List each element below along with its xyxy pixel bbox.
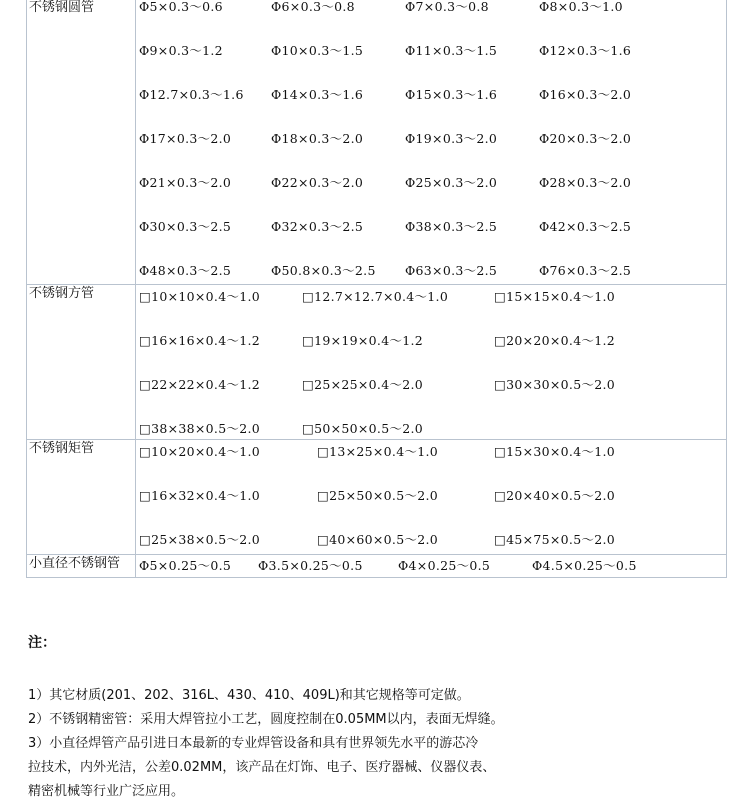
spec-item: Φ15×0.3～1.6 — [405, 87, 498, 102]
spec-item: □20×40×0.5～2.0 — [494, 488, 616, 503]
spec-item: □10×20×0.4～1.0 — [139, 444, 261, 459]
spec-item: Φ25×0.3～2.0 — [405, 175, 498, 190]
spec-item: □25×25×0.4～2.0 — [302, 377, 424, 392]
spec-cell — [136, 0, 727, 285]
spec-item: Φ42×0.3～2.5 — [539, 219, 632, 234]
spec-item: Φ8×0.3～1.0 — [539, 0, 623, 14]
spec-grid — [136, 440, 726, 554]
spec-item: □30×30×0.5～2.0 — [494, 377, 616, 392]
spec-item: □15×15×0.4～1.0 — [494, 289, 616, 304]
spec-item: □38×38×0.5～2.0 — [139, 421, 261, 436]
spec-item: □16×32×0.4～1.0 — [139, 488, 261, 503]
spec-item: Φ63×0.3～2.5 — [405, 263, 498, 278]
note-line: 1）其它材质(201、202、316L、430、410、409L)和其它规格等可定做。 — [28, 688, 470, 703]
spec-item: Φ9×0.3～1.2 — [139, 43, 223, 58]
spec-item: Φ3.5×0.25～0.5 — [258, 558, 363, 573]
spec-item: Φ7×0.3～0.8 — [405, 0, 489, 14]
spec-item: Φ32×0.3～2.5 — [271, 219, 364, 234]
spec-item: Φ5×0.25～0.5 — [139, 558, 232, 573]
spec-item: Φ19×0.3～2.0 — [405, 131, 498, 146]
table-row — [27, 440, 727, 555]
spec-item: Φ50.8×0.3～2.5 — [271, 263, 376, 278]
spec-item: Φ48×0.3～2.5 — [139, 263, 232, 278]
spec-item: Φ22×0.3～2.0 — [271, 175, 364, 190]
notes-section — [28, 632, 728, 804]
spec-item: □12.7×12.7×0.4～1.0 — [302, 289, 449, 304]
note-line: 3）小直径焊管产品引进日本最新的专业焊管设备和具有世界领先水平的游芯冷 — [28, 736, 479, 751]
category-cell: 不锈钢矩管 — [27, 440, 136, 555]
spec-item: □13×25×0.4～1.0 — [317, 444, 439, 459]
spec-item: Φ12×0.3～1.6 — [539, 43, 632, 58]
table-row — [27, 0, 727, 285]
spec-item: Φ6×0.3～0.8 — [271, 0, 355, 14]
spec-item: Φ11×0.3～1.5 — [405, 43, 498, 58]
spec-grid — [136, 285, 726, 439]
spec-item: Φ28×0.3～2.0 — [539, 175, 632, 190]
spec-cell — [136, 555, 727, 578]
spec-item: □50×50×0.5～2.0 — [302, 421, 424, 436]
spec-item: Φ4×0.25～0.5 — [398, 558, 491, 573]
spec-item: □40×60×0.5～2.0 — [317, 532, 439, 547]
spec-item: Φ16×0.3～2.0 — [539, 87, 632, 102]
spec-item: □19×19×0.4～1.2 — [302, 333, 424, 348]
spec-table — [26, 0, 727, 578]
spec-item: □25×38×0.5～2.0 — [139, 532, 261, 547]
category-cell: 小直径不锈钢管 — [27, 555, 136, 578]
notes-title: 注： — [28, 635, 56, 651]
spec-item: Φ20×0.3～2.0 — [539, 131, 632, 146]
spec-item: Φ5×0.3～0.6 — [139, 0, 223, 14]
spec-grid — [136, 0, 726, 284]
spec-item: □25×50×0.5～2.0 — [317, 488, 439, 503]
spec-item: Φ12.7×0.3～1.6 — [139, 87, 244, 102]
spec-item: □15×30×0.4～1.0 — [494, 444, 616, 459]
spec-item: Φ30×0.3～2.5 — [139, 219, 232, 234]
spec-cell — [136, 285, 727, 440]
spec-item: Φ10×0.3～1.5 — [271, 43, 364, 58]
table-row — [27, 555, 727, 578]
spec-item: □20×20×0.4～1.2 — [494, 333, 616, 348]
note-line: 精密机械等行业广泛应用。 — [28, 784, 185, 799]
spec-cell — [136, 440, 727, 555]
spec-item: Φ38×0.3～2.5 — [405, 219, 498, 234]
spec-item: □45×75×0.5～2.0 — [494, 532, 616, 547]
spec-item: Φ76×0.3～2.5 — [539, 263, 632, 278]
spec-item: □10×10×0.4～1.0 — [139, 289, 261, 304]
spec-grid — [136, 555, 726, 577]
note-line: 2）不锈钢精密管：采用大焊管拉小工艺，圆度控制在0.05MM以内，表面无焊缝。 — [28, 712, 504, 727]
spec-item: Φ17×0.3～2.0 — [139, 131, 232, 146]
category-cell: 不锈钢圆管 — [27, 0, 136, 285]
spec-item: Φ18×0.3～2.0 — [271, 131, 364, 146]
spec-item: □16×16×0.4～1.2 — [139, 333, 261, 348]
spec-item: Φ14×0.3～1.6 — [271, 87, 364, 102]
spec-item: Φ21×0.3～2.0 — [139, 175, 232, 190]
note-line: 拉技术，内外光洁，公差0.02MM，该产品在灯饰、电子、医疗器械、仪器仪表、 — [28, 760, 496, 775]
category-cell: 不锈钢方管 — [27, 285, 136, 440]
spec-item: □22×22×0.4～1.2 — [139, 377, 261, 392]
spec-item: Φ4.5×0.25～0.5 — [532, 558, 637, 573]
table-row — [27, 285, 727, 440]
